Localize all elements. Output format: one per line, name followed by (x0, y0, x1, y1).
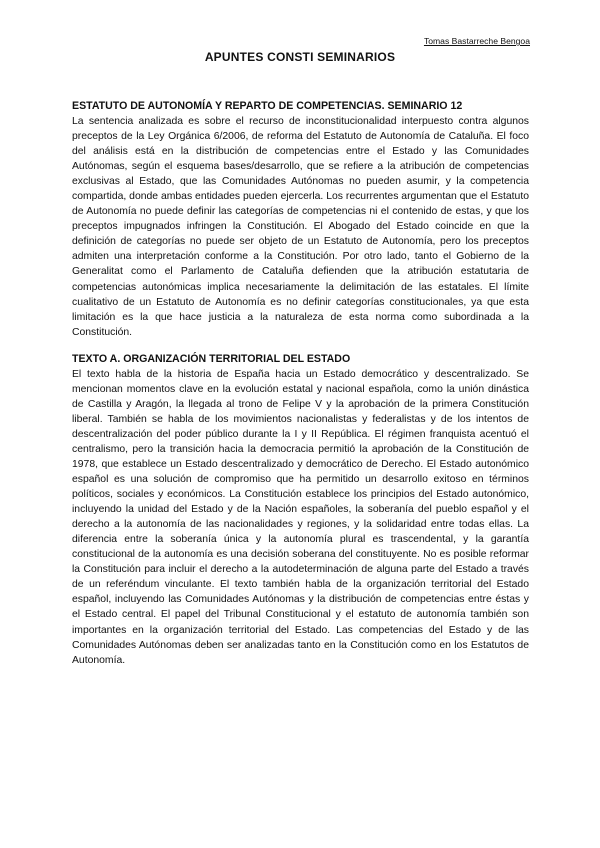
section-heading: TEXTO A. ORGANIZACIÓN TERRITORIAL DEL ESTADO (72, 352, 351, 365)
document-title: APUNTES CONSTI SEMINARIOS (204, 50, 396, 64)
section-heading: ESTATUTO DE AUTONOMÍA Y REPARTO DE COMPETENCIAS. SEMINARIO 12 (72, 100, 463, 112)
section-paragraph: La sentencia analizada es sobre el recurso de inconstitucionalidad interpuesto contra algunos preceptos de la Ley Orgánica 6/2006, de reforma del Estatuto de Autonomía de Cataluña. El foco del análisis está en la distribución de competencias entre el Estado y las Comunidades Autónomas, según el esquema bases/desarrollo, que se refiere a la atribución de competencias exclusivas al Estado, que las Comunidades Autónomas no pueden asumir, y la competencia compartida, donde ambas entidades pueden ejercerla. Los recurrentes argumentan que el Estatuto de Autonomía no puede definir las categorías de competencias ni el contenido de estas, y que los preceptos impugnados infringen la Constitución. El Abogado del Estado coincide en que la definición de categorías no puede ser objeto de un Estatuto de Autonomía, pero los preceptos admiten una interpretación conforme a la Constitución. Por otro lado, tanto el Gobierno de la Generalitat como el Parlamento de Cataluña defienden que la atribución estatutaria de competencias autonómicas implica necesariamente la delimitación de las estatales. El límite cualitativo de un Estatuto de Autonomía es no definir categorías constitucionales, ya que esta limitación es la que hace justicia a la naturaleza de esta norma como subordinada a la Constitución. (72, 116, 529, 338)
author-name: Tomas Bastarreche Bengoa (423, 36, 530, 46)
section-texto-a (72, 352, 529, 668)
section-paragraph: El texto habla de la historia de España hacia un Estado democrático y descentralizado. Se mencionan momentos clave en la evolución estatal y nacional española, como la unión dinástica de Castilla y Aragón, la llegada al trono de Felipe V y la aprobación de la primera Constitución liberal. También se habla de los movimientos nacionalistas y federalistas y de los intentos de descentralización del poder público durante la I y II República. El régimen franquista acentuó el centralismo, pero la transición hacia la democracia permitió la aprobación de la Constitución de 1978, que establece un Estado descentralizado y democrático de Derecho. El Estado autonómico español es una solución de compromiso que ha permitido un desarrollo exitoso en términos políticos, sociales y económicos. La Constitución establece los principios del Estado autonómico, incluyendo la unidad del Estado y de la Nación españoles, la soberanía del pueblo español y el derecho a la autonomía de las nacionalidades y regiones, y la solidaridad entre todas ellas. La diferencia entre la soberanía única y la autonomía plural es trascendental, y la garantía constitucional de la autonomía es una decisión soberana del constituyente. No es posible reformar la Constitución para incluir el derecho a la autodeterminación de alguna parte del Estado a través de un referéndum vinculante. El texto también habla de la organización territorial del Estado español, incluyendo las Comunidades Autónomas y la distribución de competencias entre éstas y el Estado central. El papel del Tribunal Constitucional y el estatuto de autonomía también son importantes en la organización territorial del Estado. Las competencias del Estado y de las Comunidades Autónomas deben ser analizadas tanto en la Constitución como en los Estatutos de Autonomía. (72, 368, 529, 666)
document-content (72, 99, 529, 674)
section-estatuto-autonomia (72, 99, 529, 340)
